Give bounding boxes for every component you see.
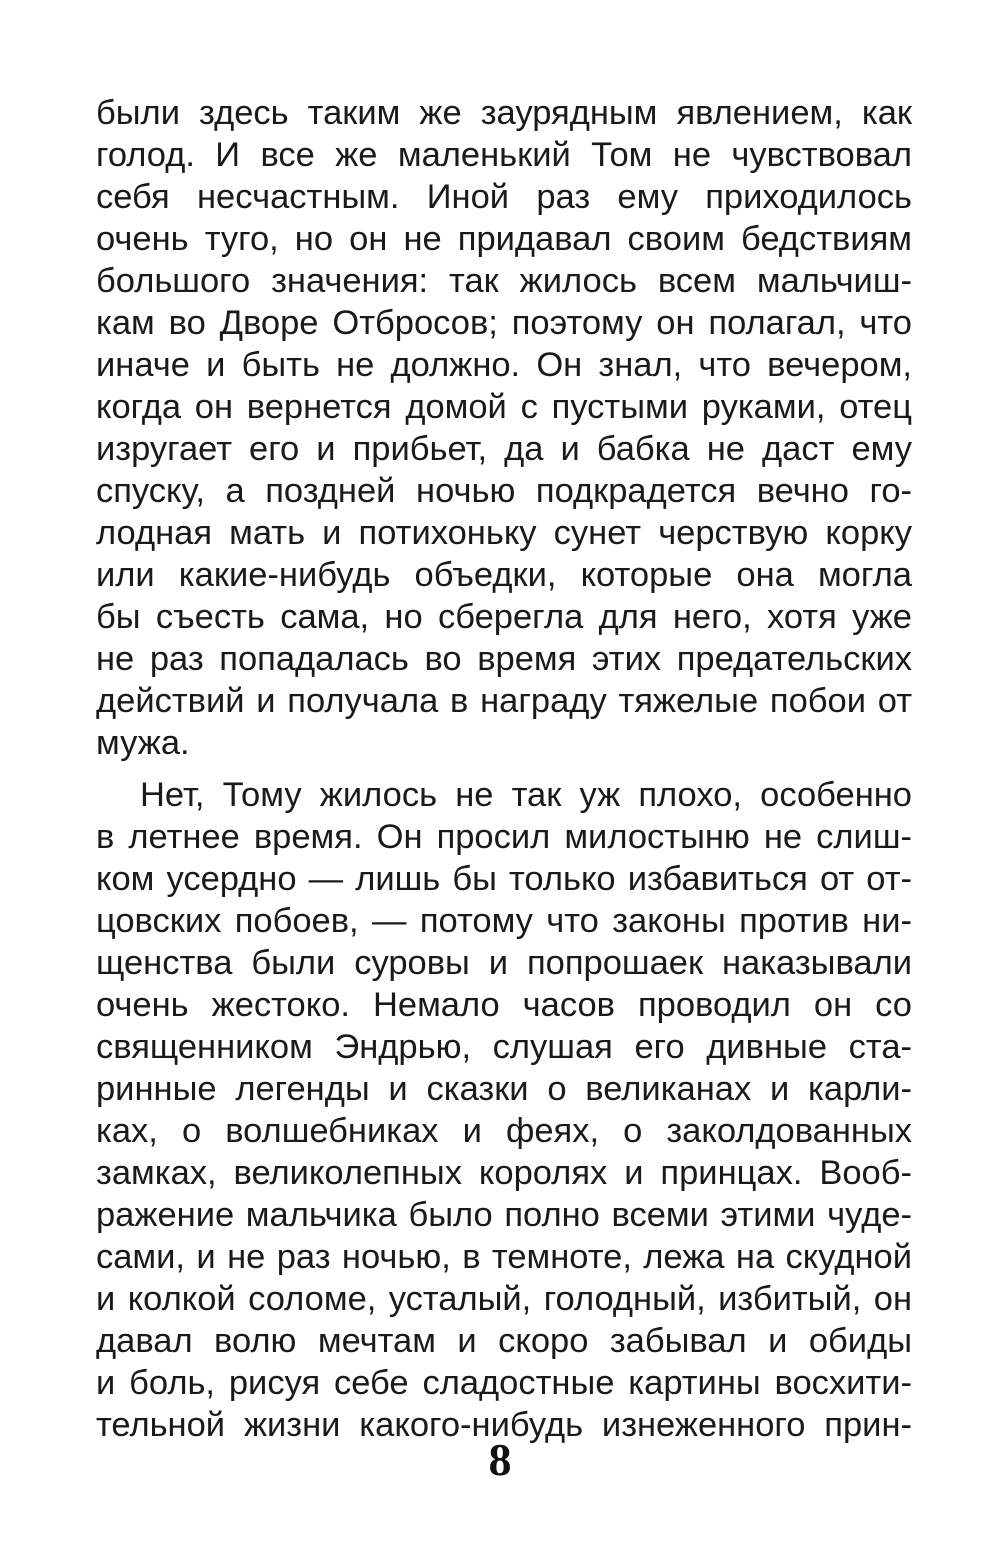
text-line: спуску, а поздней ночью подкрадется вечно го- [96, 472, 912, 510]
text-line: большого значения: так жилось всем мальчиш- [96, 262, 912, 300]
text-line: действий и получала в награду тяжелые побои от [96, 682, 912, 720]
text-line: лодная мать и потихоньку сунет черствую корку [96, 514, 912, 552]
text-line: тельной жизни какого-нибудь изнеженного прин- [96, 1406, 912, 1444]
text-line: и боль, рисуя себе сладостные картины восхити- [96, 1364, 912, 1402]
text-line: замках, великолепных королях и принцах. Вооб- [96, 1154, 912, 1192]
text-line: ках, о волшебниках и феях, о заколдованных [96, 1112, 912, 1150]
text-line: не раз попадалась во время этих предательских [96, 640, 912, 678]
page-number: 8 [488, 1434, 512, 1485]
text-line: когда он вернется домой с пустыми руками, отец [96, 388, 912, 426]
text-line: щенства были суровы и попрошаек наказывали [96, 944, 912, 982]
text-line: ражение мальчика было полно всеми этими чуде- [96, 1196, 912, 1234]
text-line: были здесь таким же заурядным явлением, как [96, 94, 912, 132]
text-line: давал волю мечтам и скоро забывал и обиды [96, 1322, 912, 1360]
text-line: ком усердно — лишь бы только избавиться от от- [96, 860, 912, 898]
text-line: бы съесть сама, но сберегла для него, хотя уже [96, 598, 912, 636]
text-line: цовских побоев, — потому что законы против ни- [96, 902, 912, 940]
text-line: очень жестоко. Немало часов проводил он со [96, 986, 912, 1024]
paragraph-gap [96, 764, 912, 774]
text-line: или какие-нибудь объедки, которые она могла [96, 556, 912, 594]
text-line: мужа. [96, 724, 190, 762]
text-line: ринные легенды и сказки о великанах и карли- [96, 1070, 912, 1108]
text-line: Нет, Тому жилось не так уж плохо, особенно [140, 776, 912, 814]
body-text [96, 92, 912, 1446]
text-line: и колкой соломе, усталый, голодный, избитый, он [96, 1280, 912, 1318]
text-line: очень туго, но он не придавал своим бедствиям [96, 220, 912, 258]
text-line: изругает его и прибьет, да и бабка не даст ему [96, 430, 912, 468]
text-line: голод. И все же маленький Том не чувствовал [96, 136, 912, 174]
text-line: иначе и быть не должно. Он знал, что вечером, [96, 346, 912, 384]
text-line: себя несчастным. Иной раз ему приходилось [96, 178, 912, 216]
text-line: кам во Дворе Отбросов; поэтому он полагал, что [96, 304, 912, 342]
text-line: в летнее время. Он просил милостыню не слиш- [96, 818, 912, 856]
text-line: священником Эндрью, слушая его дивные ста- [96, 1028, 912, 1066]
text-line: сами, и не раз ночью, в темноте, лежа на скудной [96, 1238, 912, 1276]
